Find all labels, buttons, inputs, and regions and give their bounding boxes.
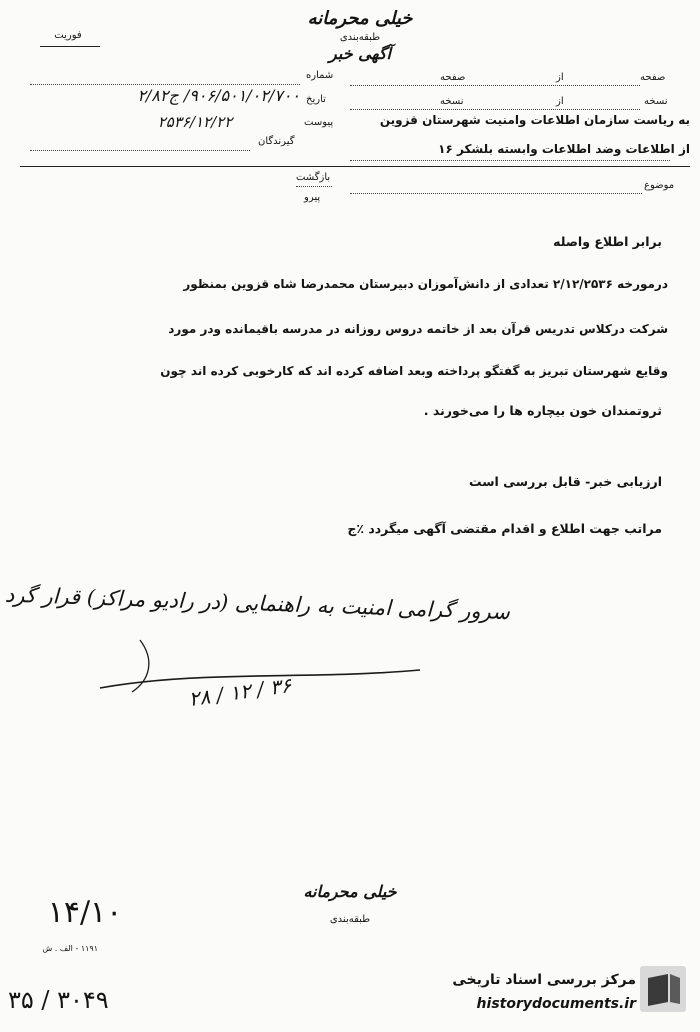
subject-rule [350, 193, 642, 194]
assessment-line: ارزیابی خبر- قابل بررسی است [468, 474, 662, 489]
body-line-3: وقایع شهرستان تبریز به گفتگو پرداخته وبعد اضافه کرده اند که کارخوبی کرده اند چون [160, 364, 668, 378]
copy-rule [350, 109, 640, 110]
archive-url: historydocuments.ir [476, 996, 636, 1012]
body-line-2: شرکت درکلاس تدریس قرآن بعد از خاتمه دروس روزانه در مدرسه باقیمانده ودر مورد [168, 322, 668, 336]
archive-name: مرکز بررسی اسناد تاریخی [452, 972, 636, 988]
form-code: ۱۱۹۱ - الف . ش [42, 944, 98, 953]
number-rule [30, 84, 300, 85]
handwritten-ref-number: ۱۴/۱۰ [47, 895, 123, 930]
classification-top: خیلی محرمانه [307, 8, 413, 29]
copy-label-2: نسخه [440, 96, 464, 107]
return-rule [296, 186, 332, 187]
urgency-underline [40, 46, 100, 47]
body-line-4: ثروتمندان خون بیچاره ها را می‌خورند . [423, 403, 662, 418]
from-label-2: از [556, 96, 564, 107]
copy-label: نسخه [644, 96, 668, 107]
recipients-label: گیرندگان [258, 136, 295, 147]
page-label: صفحه [640, 72, 666, 83]
return-label: بازگشت [296, 172, 331, 183]
classification-label-top: طبقه‌بندی [339, 32, 381, 43]
body-intro: برابر اطلاع واصله [553, 234, 662, 249]
attachment-label: پیوست [304, 117, 334, 128]
from-label-1: از [556, 72, 564, 83]
from-line: از اطلاعات وضد اطلاعات وابسته بلشکر ۱۶ [438, 142, 690, 156]
handwritten-note: سرور گرامی امنیت به راهنمایی (در رادیو مراکز) قرار گرد [4, 582, 511, 625]
from-rule [350, 160, 670, 161]
handwritten-bottom-number: ۳۵ / ۳۰۴۹ [8, 986, 109, 1014]
subject-label: موضوع [644, 180, 675, 191]
date-value: ۲۵۳۶/۱۲/۲۲ [157, 113, 233, 131]
urgency-label: فوریت [54, 30, 82, 41]
to-line: به ریاست سازمان اطلاعات وامنیت شهرستان قزوین [379, 113, 690, 127]
recipients-rule [30, 150, 250, 151]
doc-type-title: آگهی خبر [329, 44, 391, 63]
date-label: تاریخ [306, 94, 326, 105]
followup-label: پیرو [304, 192, 321, 203]
classification-bottom: خیلی محرمانه [303, 882, 397, 901]
header-divider [20, 166, 690, 167]
handwritten-date: ۲۸ / ۱۲ / ۳۶ [187, 672, 293, 712]
archive-logo-icon [640, 966, 686, 1012]
number-value: ۹۰۶/۵۰۱/۰۲/۷۰۰/ ج۲/۸۲ [137, 86, 300, 105]
closing-line: مراتب جهت اطلاع و اقدام مقتضی آگهی میگردد ٪ج [347, 521, 662, 536]
classification-label-bottom: طبقه‌بندی [329, 914, 371, 925]
number-label: شماره [306, 70, 334, 81]
body-line-1: درمورخه ۲/۱۲/۲۵۳۶ تعدادی از دانش‌آموزان دبیرستان محمدرضا شاه قزوین بمنظور [183, 277, 668, 291]
page-rule [350, 85, 640, 86]
page-label-2: صفحه [440, 72, 466, 83]
